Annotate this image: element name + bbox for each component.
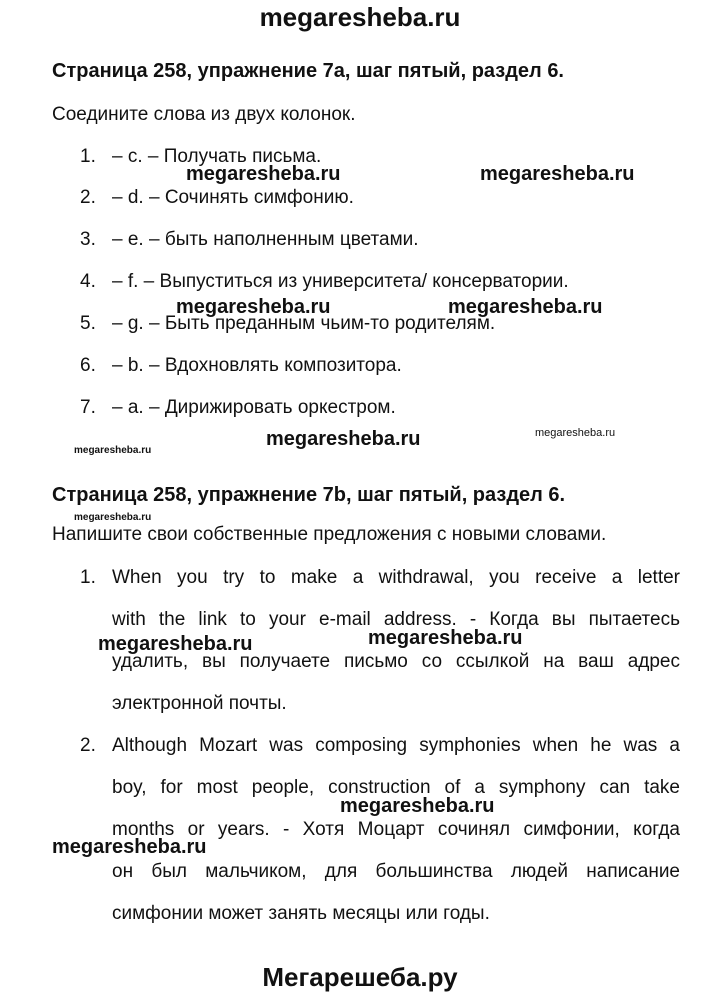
item-text: – d. – Сочинять симфонию. xyxy=(112,187,354,208)
paragraph-line: Although Mozart was composing symphonies when he was a xyxy=(112,735,680,756)
watermark: megaresheba.ru xyxy=(448,296,603,318)
item-text: – a. – Дирижировать оркестром. xyxy=(112,397,396,418)
item-number: 4. xyxy=(80,271,96,292)
paragraph-line: удалить, вы получаете письмо со ссылкой на ваш адрес xyxy=(112,651,680,672)
item-number: 7. xyxy=(80,397,96,418)
paragraph-line: boy, for most people, construction of a symphony can take xyxy=(112,777,680,798)
item-number: 1. xyxy=(80,146,96,167)
item-number: 2. xyxy=(80,187,96,208)
item-text: – b. – Вдохновлять композитора. xyxy=(112,355,402,376)
watermark-small: megaresheba.ru xyxy=(535,427,616,439)
watermark: megaresheba.ru xyxy=(480,163,635,185)
section-a-instruction: Соедините слова из двух колонок. xyxy=(52,104,356,125)
watermark-tiny: megaresheba.ru xyxy=(74,445,152,456)
item-text: – e. – быть наполненным цветами. xyxy=(112,229,419,250)
footer-watermark: Мегарешеба.ру xyxy=(262,962,458,992)
watermark: megaresheba.ru xyxy=(340,795,495,817)
paragraph-line: электронной почты. xyxy=(112,693,287,714)
list-item xyxy=(80,271,569,293)
item-number: 6. xyxy=(80,355,96,376)
item-number: 1. xyxy=(80,567,96,588)
list-item xyxy=(80,355,402,377)
paragraph-line: with the link to your e-mail address. - Когда вы пытаетесь xyxy=(112,609,680,630)
section-a-heading: Страница 258, упражнение 7a, шаг пятый, раздел 6. xyxy=(52,60,564,82)
item-number: 3. xyxy=(80,229,96,250)
list-item xyxy=(80,397,396,419)
paragraph-line: When you try to make a withdrawal, you receive a letter xyxy=(112,567,680,588)
list-item xyxy=(80,187,354,209)
paragraph-line: months or years. - Хотя Моцарт сочинял симфонии, когда xyxy=(112,819,680,840)
item-text: – c. – Получать письма. xyxy=(112,146,322,167)
item-text: – g. – Быть преданным чьим-то родителям. xyxy=(112,313,496,334)
list-item xyxy=(80,229,419,251)
section-b-instruction: Напишите свои собственные предложения с новыми словами. xyxy=(52,524,607,545)
watermark-tiny: megaresheba.ru xyxy=(74,512,152,523)
paragraph-line: симфонии может занять месяцы или годы. xyxy=(112,903,490,924)
item-number: 2. xyxy=(80,735,96,756)
watermark: megaresheba.ru xyxy=(52,836,207,858)
watermark: megaresheba.ru xyxy=(368,627,523,649)
watermark: megaresheba.ru xyxy=(186,163,341,185)
item-number: 5. xyxy=(80,313,96,334)
watermark: megaresheba.ru xyxy=(266,428,421,450)
paragraph-line: он был мальчиком, для большинства людей написание xyxy=(112,861,680,882)
watermark: megaresheba.ru xyxy=(98,633,253,655)
watermark: megaresheba.ru xyxy=(176,296,331,318)
section-b-heading: Страница 258, упражнение 7b, шаг пятый, раздел 6. xyxy=(52,484,566,506)
item-text: – f. – Выпуститься из университета/ консерватории. xyxy=(112,271,569,292)
top-watermark: megaresheba.ru xyxy=(259,2,461,32)
